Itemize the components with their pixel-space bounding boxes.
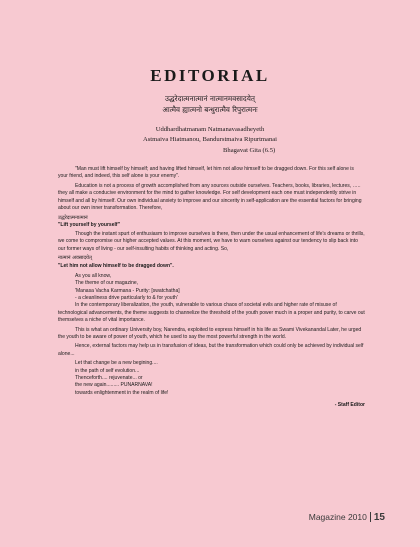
paragraph-liberalization: In the contemporary liberalization, the youth, vulnerable to various chaos of societal evils and higher rate of misuse of technological advancements, the theme suggests to channelize the threshold of the youth power much in a proper and purity, to carve out themselves a niche of vital importance. xyxy=(58,302,365,323)
line-as-you-know: As you all know, xyxy=(75,273,112,280)
staff-editor-signoff: - Staff Editor xyxy=(334,401,365,408)
line-punarnava: the new again......... PUNARNAVA! xyxy=(75,382,153,389)
paragraph-education: Education is not a process of growth accomplished from any sources outside ourselves. Teachers, books, libraries, lectures, ….. they all make a conducive environment for the mind to gather knowledge. For self development each one must independently strive in himself and all by himself. Our own individual anxiety to improve and our sincerity in self-application are the essential factors for bringing about our own inner transformation. Therefore, xyxy=(58,182,362,211)
line-self-evolution: in the path of self evolution... xyxy=(75,367,140,374)
paragraph-narendra: This is what an ordinary University boy, Narendra, exploited to express himself in his life as Swami Vivekanandal Later, he urged the youth to be aware of power of youth, which he used to say the most powerful strength in the world. xyxy=(58,326,362,340)
line-theme-subtitle: - a cleanliness drive particularly to & for youth' xyxy=(75,294,178,301)
page-number: 15 xyxy=(373,512,385,523)
heading-dragged-down: "Let him not allow himself to be dragged down". xyxy=(58,262,174,269)
editorial-body xyxy=(58,166,365,412)
paragraph-quote: "Man must lift himself by himself; and having lifted himself, let him not allow himself to be dragged down. For this self alone is your friend, and indeed, this self alone is your enemy". xyxy=(58,166,354,180)
line-new-begining: Let that change be a new begining.... xyxy=(75,360,158,367)
paragraph-enthusiasm: Though the instant spurt of enthusiasm to improve ourselves is there, then under the usual enhancement of life's dreams or thrills, we come to compromise our higher accepted values. At this moment, we have to warn ourselves against our tendency to slip back into our former ways of living - our self-insulting habits of thinking and acting. So, xyxy=(58,231,365,252)
line-thenceforth: Thenceforth.... rejuvenate... or xyxy=(75,375,143,382)
line-theme-title: 'Manasa Vacha Karmana - Purity: [swatchatha] xyxy=(75,287,180,294)
line-enlightenment: towards enlightenment in the realm of life! xyxy=(75,389,169,396)
verse-citation: Bhagavat Gita (6.5) xyxy=(223,147,276,154)
paragraph-external-factors: Hence, external factors may help us in transfusion of ideas, but the transformation which could only be achieved by individual self alone... xyxy=(58,343,364,357)
sanskrit-phrase-2: नात्मानं अवसादयेत् xyxy=(58,255,92,262)
page-title: EDITORIAL xyxy=(150,66,270,85)
line-theme: The theme of our magazine, xyxy=(75,280,139,287)
magazine-year-label: Magazine 2010 xyxy=(308,512,367,522)
heading-lift-yourself: "Lift yourself by yourself" xyxy=(58,221,120,228)
verse-transliteration-line-1: Uddhardhatmanam Natmanavasadheyeth xyxy=(155,126,265,133)
sanskrit-phrase-1: उद्धरेदात्मनात्मानं xyxy=(58,214,88,221)
footer-divider xyxy=(370,512,371,522)
page-footer xyxy=(309,512,385,523)
verse-devanagari-line-1: उद्धरेदात्मनात्मानं नात्मानमवसादयेत् xyxy=(164,94,256,103)
verse-devanagari-line-2: आत्मैव ह्यात्मनो बन्धुरात्मैव रिपुरात्मनः xyxy=(162,105,258,114)
verse-transliteration-line-2: Astmaiva Hiatmanou, Bandurstmaiva Ripurtmanai xyxy=(142,136,278,143)
